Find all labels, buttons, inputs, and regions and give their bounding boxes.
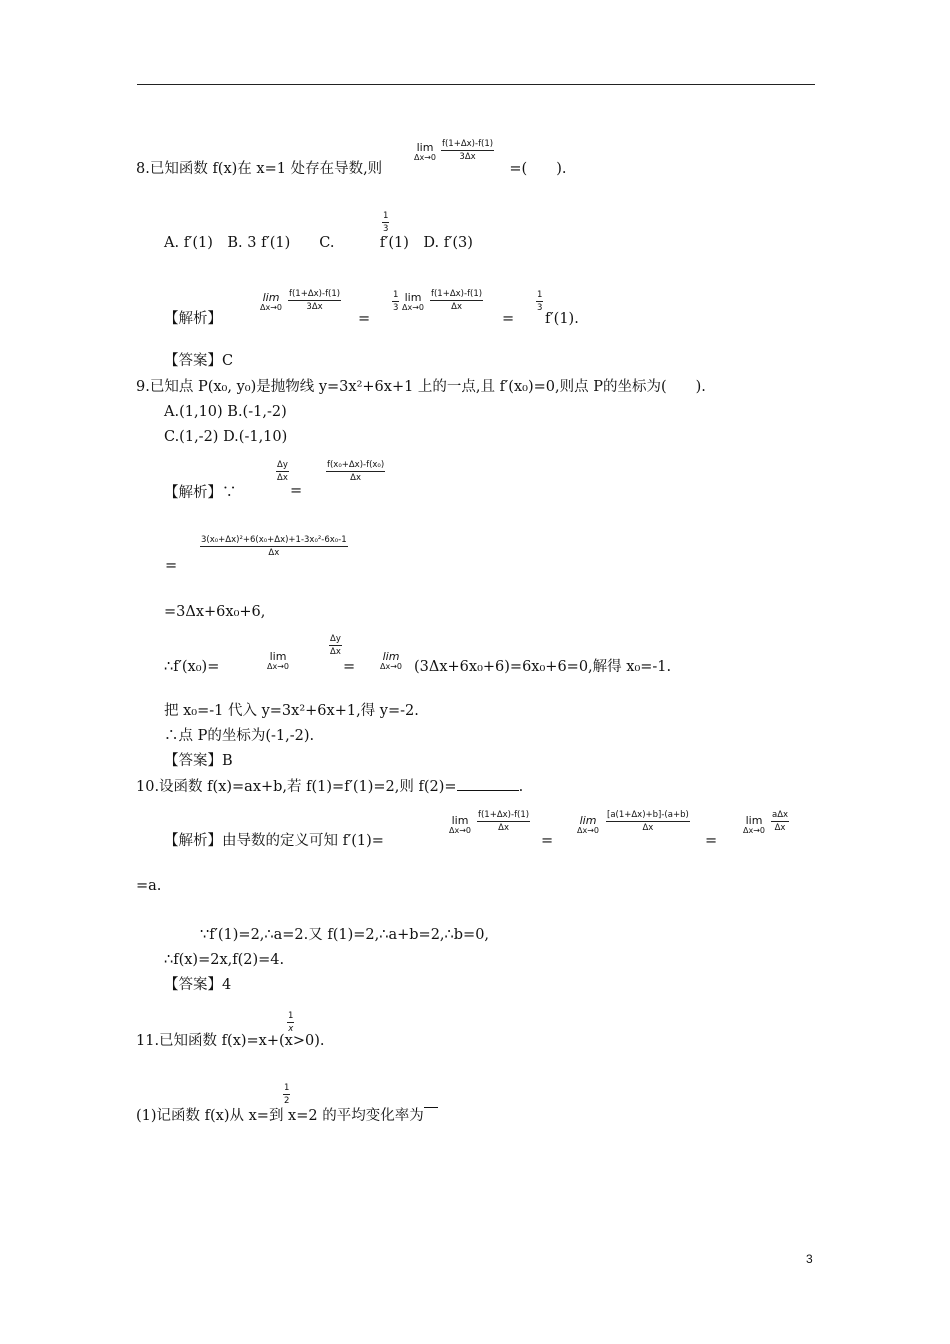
q10-frac1: $\frac{f(1+\Delta x)-f(1)}{\Delta x}$ [478,810,530,833]
q9-options-1: A.(1,10) B.(-1,-2) [164,404,287,420]
q11-part1: (1)记函数 f(x)从 x=到 x=2 的平均变化率为 [136,1107,438,1125]
q10-line4: ∴f(x)=2x,f(2)=4. [164,952,285,968]
q10-lim1: lim Δx→0 [449,814,471,835]
q9-line6: ∴点 P的坐标为(-1,-2). [164,728,315,744]
q8-options: A. f′(1) B. 3 f′(1) C. f′(1) D. f′(3) [164,235,473,251]
page-number: 3 [806,1252,813,1266]
q9-line4b: = [343,659,356,675]
q8-analysis: 【解析】 [164,311,222,327]
q8-sol-lim1: lim Δx→0 [260,291,282,312]
q10-lim2: lim Δx→0 [577,814,599,835]
q10-stem: 10.设函数 f(x)=ax+b,若 f(1)=f′(1)=2,则 f(2)= . [136,779,524,795]
q9-big-frac: $\frac{\text{3(x₀+Δx)²+6(x₀+Δx)+1-3x₀²-6x₀-1}}{\Delta x}$ [201,535,347,558]
q9-line3: =3Δx+6x₀+6, [164,604,266,620]
q8-sol-third2: $\frac{1}{3}$ [537,290,543,313]
q10-answer: 【答案】4 [164,977,232,993]
q8-sol-third: $\frac{1}{3}$ [393,290,399,313]
q9-eq2: = [165,558,178,574]
q9-eq1: = [290,483,303,499]
q9-lim1: lim Δx→0 [267,650,289,671]
q9-dy-dx: $\frac{\Delta y}{\Delta x}$ [277,460,288,483]
q8-stem: 8.已知函数 f(x)在 x=1 处存在导数,则 =( ). [136,161,567,177]
q10-line2: =a. [136,878,162,894]
q9-answer: 【答案】B [164,753,233,769]
q9-f-frac: $\frac{\text{f(x₀+Δx)-f(x₀)}}{\Delta x}$ [327,460,385,483]
q8-eq1: = [358,311,371,327]
q8-lim: lim Δx→0 [414,141,436,162]
overbar-mark [424,1107,438,1118]
q9-dy-dx-2: $\frac{\Delta y}{\Delta x}$ [330,634,341,657]
q10-lim3: lim Δx→0 [743,814,765,835]
q9-line4c: (3Δx+6x₀+6)=6x₀+6=0,解得 x₀=-1. [414,659,672,675]
q10-eq1: = [541,833,554,849]
q10-analysis: 【解析】由导数的定义可知 f′(1)= [164,833,384,849]
q8-eq2: = [502,311,515,327]
q10-eq2: = [705,833,718,849]
q9-options-2: C.(1,-2) D.(-1,10) [164,429,288,445]
q8-option-c-fraction: $\frac{1}{3}$ [383,211,389,234]
q8-tail: f′(1). [545,311,579,327]
q11-stem: 11.已知函数 f(x)=x+(x>0). [136,1033,325,1049]
q10-frac3: aΔx Δx [772,810,789,833]
q9-stem: 9.已知点 P(x₀, y₀)是抛物线 y=3x²+6x+1 上的一点,且 f′(x₀)=0,则点 P的坐标为( ). [136,379,706,395]
q11-one-over-x: $\frac{1}{x}$ [288,1011,294,1034]
answer-blank [457,778,519,791]
q10-line3: ∵f′(1)=2,∴a=2.又 f(1)=2,∴a+b=2,∴b=0, [200,927,490,943]
q9-analysis: 【解析】∵ [164,485,237,501]
q8-answer: 【答案】C [164,353,234,369]
q8-sol-frac1: $\frac{f(1+\Delta x)-f(1)}{3\Delta x}$ [289,289,341,312]
q9-line4a: ∴f′(x₀)= [164,659,220,675]
q8-fraction: $\frac{f(1+\Delta x)-f(1)}{3\Delta x}$ [442,139,494,162]
q11-half: $\frac{1}{2}$ [284,1083,290,1106]
q9-lim2: lim Δx→0 [380,650,402,671]
q10-frac2: $\frac{[a(1+\Delta x)+b]-(a+b)}{\Delta x}$ [607,810,689,833]
q8-sol-lim2: lim Δx→0 [402,291,424,312]
q9-line5: 把 x₀=-1 代入 y=3x²+6x+1,得 y=-2. [164,703,419,719]
q8-sol-frac2: $\frac{f(1+\Delta x)-f(1)}{\Delta x}$ [431,289,483,312]
header-rule [137,84,815,85]
